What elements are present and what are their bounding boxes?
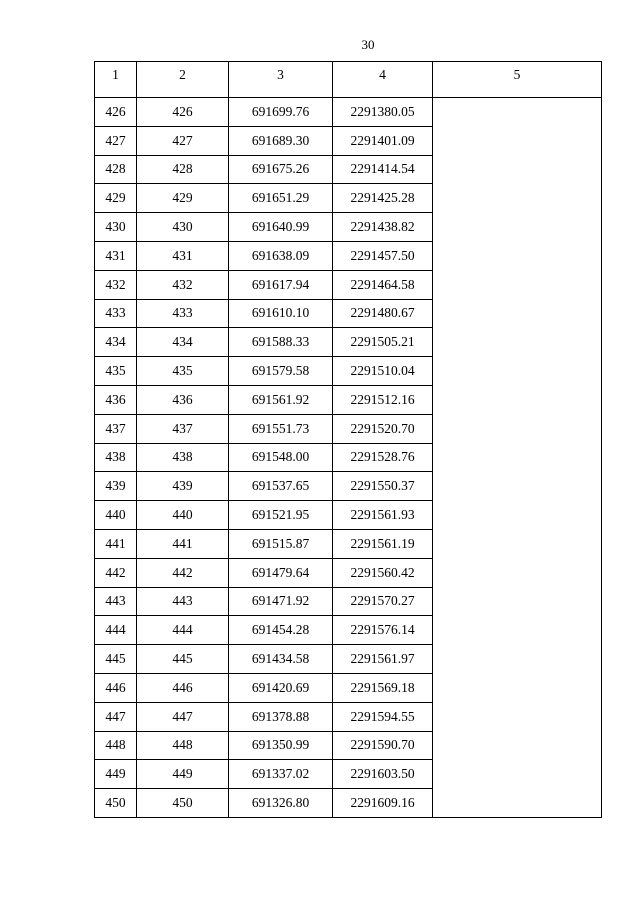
- cell-point-number: 437: [95, 414, 137, 443]
- cell-coord-x: 691471.92: [229, 587, 333, 616]
- cell-coord-x: 691689.30: [229, 126, 333, 155]
- cell-coord-y: 2291594.55: [333, 702, 433, 731]
- cell-point-number: 432: [95, 270, 137, 299]
- cell-point-id: 426: [137, 98, 229, 127]
- cell-coord-y: 2291561.19: [333, 529, 433, 558]
- cell-coord-x: 691434.58: [229, 645, 333, 674]
- cell-coord-x: 691454.28: [229, 616, 333, 645]
- cell-coord-x: 691651.29: [229, 184, 333, 213]
- cell-coord-y: 2291576.14: [333, 616, 433, 645]
- cell-coord-x: 691617.94: [229, 270, 333, 299]
- cell-point-id: 444: [137, 616, 229, 645]
- cell-coord-y: 2291590.70: [333, 731, 433, 760]
- cell-coord-x: 691551.73: [229, 414, 333, 443]
- cell-point-number: 449: [95, 760, 137, 789]
- header-col-1: 1: [95, 62, 137, 98]
- cell-point-id: 429: [137, 184, 229, 213]
- cell-coord-y: 2291561.93: [333, 501, 433, 530]
- cell-coord-x: 691378.88: [229, 702, 333, 731]
- cell-coord-x: 691579.58: [229, 357, 333, 386]
- cell-point-number: 426: [95, 98, 137, 127]
- cell-coord-y: 2291414.54: [333, 155, 433, 184]
- cell-point-number: 447: [95, 702, 137, 731]
- cell-point-id: 432: [137, 270, 229, 299]
- cell-point-number: 429: [95, 184, 137, 213]
- cell-coord-x: 691420.69: [229, 673, 333, 702]
- cell-point-id: 436: [137, 385, 229, 414]
- cell-coord-y: 2291561.97: [333, 645, 433, 674]
- cell-coord-y: 2291425.28: [333, 184, 433, 213]
- cell-coord-x: 691699.76: [229, 98, 333, 127]
- cell-coord-y: 2291380.05: [333, 98, 433, 127]
- cell-point-number: 443: [95, 587, 137, 616]
- cell-point-number: 446: [95, 673, 137, 702]
- cell-point-id: 430: [137, 213, 229, 242]
- cell-point-id: 439: [137, 472, 229, 501]
- cell-point-number: 431: [95, 241, 137, 270]
- cell-point-number: 434: [95, 328, 137, 357]
- header-row: [95, 62, 602, 98]
- cell-coord-y: 2291560.42: [333, 558, 433, 587]
- table-header: [95, 62, 602, 98]
- cell-point-id: 434: [137, 328, 229, 357]
- cell-point-number: 433: [95, 299, 137, 328]
- cell-point-id: 450: [137, 789, 229, 818]
- page-number: 30: [361, 37, 375, 52]
- cell-coord-y: 2291603.50: [333, 760, 433, 789]
- cell-point-id: 431: [137, 241, 229, 270]
- cell-point-id: 433: [137, 299, 229, 328]
- cell-point-number: 439: [95, 472, 137, 501]
- cell-coord-y: 2291528.76: [333, 443, 433, 472]
- cell-point-id: 445: [137, 645, 229, 674]
- cell-coord-x: 691337.02: [229, 760, 333, 789]
- cell-coord-y: 2291505.21: [333, 328, 433, 357]
- cell-coord-y: 2291570.27: [333, 587, 433, 616]
- header-col-2: 2: [137, 62, 229, 98]
- cell-coord-y: 2291510.04: [333, 357, 433, 386]
- cell-point-id: 438: [137, 443, 229, 472]
- cell-coord-x: 691537.65: [229, 472, 333, 501]
- cell-point-number: 442: [95, 558, 137, 587]
- cell-point-number: 445: [95, 645, 137, 674]
- cell-point-number: 435: [95, 357, 137, 386]
- cell-coord-y: 2291438.82: [333, 213, 433, 242]
- cell-point-number: 427: [95, 126, 137, 155]
- cell-point-id: 435: [137, 357, 229, 386]
- cell-coord-y: 2291512.16: [333, 385, 433, 414]
- cell-point-number: 450: [95, 789, 137, 818]
- cell-point-id: 448: [137, 731, 229, 760]
- header-col-3: 3: [229, 62, 333, 98]
- cell-coord-y: 2291464.58: [333, 270, 433, 299]
- cell-point-id: 440: [137, 501, 229, 530]
- cell-point-number: 428: [95, 155, 137, 184]
- table-row: [95, 98, 602, 127]
- cell-coord-y: 2291401.09: [333, 126, 433, 155]
- cell-coord-x: 691548.00: [229, 443, 333, 472]
- cell-point-number: 438: [95, 443, 137, 472]
- cell-coord-y: 2291480.67: [333, 299, 433, 328]
- cell-point-number: 440: [95, 501, 137, 530]
- cell-coord-y: 2291457.50: [333, 241, 433, 270]
- cell-coord-x: 691561.92: [229, 385, 333, 414]
- cell-point-id: 443: [137, 587, 229, 616]
- cell-coord-x: 691610.10: [229, 299, 333, 328]
- header-col-4: 4: [333, 62, 433, 98]
- table-body: [95, 98, 602, 818]
- cell-point-id: 427: [137, 126, 229, 155]
- cell-point-id: 449: [137, 760, 229, 789]
- cell-point-id: 437: [137, 414, 229, 443]
- coordinates-table: [94, 61, 602, 818]
- cell-point-id: 447: [137, 702, 229, 731]
- cell-point-number: 436: [95, 385, 137, 414]
- cell-point-id: 428: [137, 155, 229, 184]
- cell-point-number: 448: [95, 731, 137, 760]
- cell-coord-x: 691350.99: [229, 731, 333, 760]
- cell-coord-x: 691675.26: [229, 155, 333, 184]
- cell-point-number: 430: [95, 213, 137, 242]
- cell-coord-x: 691521.95: [229, 501, 333, 530]
- cell-coord-y: 2291520.70: [333, 414, 433, 443]
- cell-point-id: 441: [137, 529, 229, 558]
- cell-coord-x: 691588.33: [229, 328, 333, 357]
- cell-coord-y: 2291550.37: [333, 472, 433, 501]
- header-col-5: 5: [433, 62, 602, 98]
- cell-coord-y: 2291609.16: [333, 789, 433, 818]
- cell-coord-x: 691640.99: [229, 213, 333, 242]
- cell-point-number: 441: [95, 529, 137, 558]
- cell-coord-x: 691638.09: [229, 241, 333, 270]
- cell-point-number: 444: [95, 616, 137, 645]
- cell-coord-y: 2291569.18: [333, 673, 433, 702]
- cell-col-5-empty: [433, 98, 602, 818]
- cell-coord-x: 691515.87: [229, 529, 333, 558]
- cell-coord-x: 691326.80: [229, 789, 333, 818]
- cell-point-id: 446: [137, 673, 229, 702]
- cell-point-id: 442: [137, 558, 229, 587]
- cell-coord-x: 691479.64: [229, 558, 333, 587]
